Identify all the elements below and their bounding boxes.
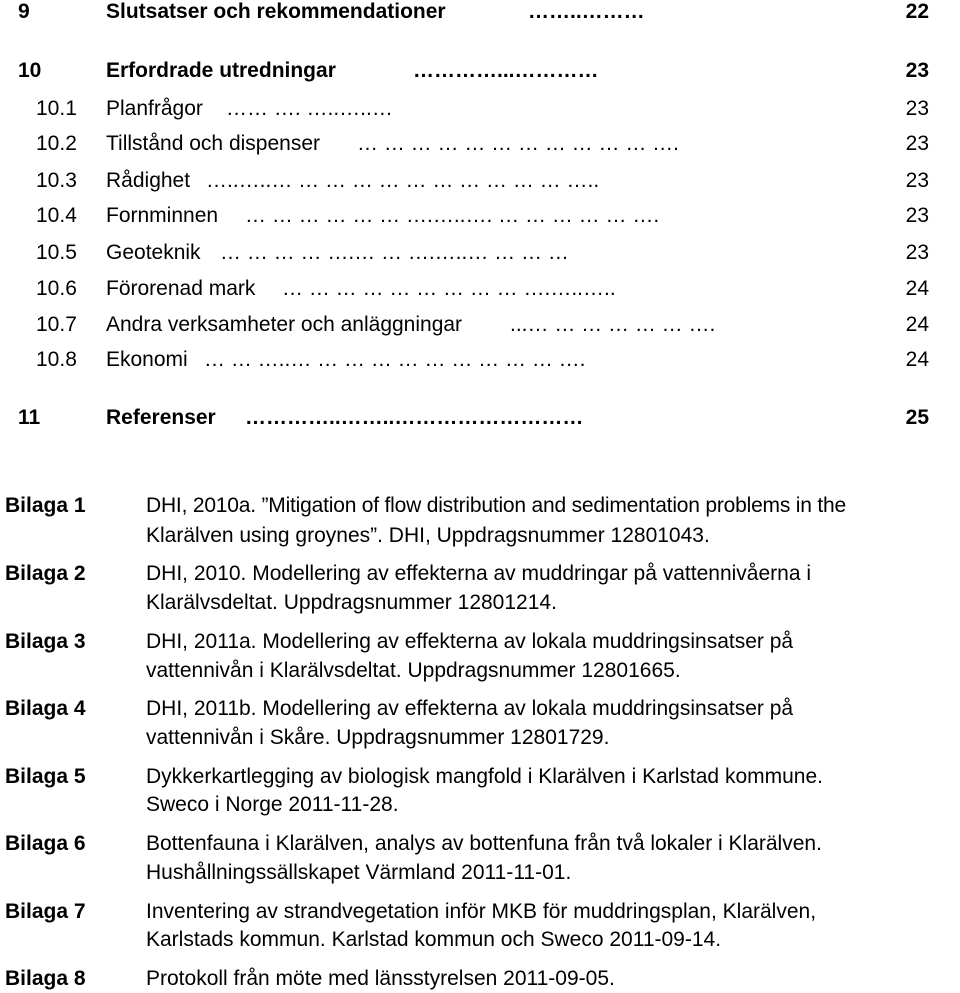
toc-leader: … … … … ….… … ….…..… … … … xyxy=(220,241,569,264)
toc-leader: … … … … … … … … … … … …. xyxy=(357,132,680,155)
toc-title: Tillstånd och dispenser xyxy=(106,132,320,155)
toc-entry-9[interactable] xyxy=(0,0,960,27)
toc-number: 10.3 xyxy=(36,169,77,192)
toc-page: 23 xyxy=(905,204,929,227)
toc-page: 23 xyxy=(905,132,929,155)
toc-leader: …..…..… … … … … … … … … … … ….. xyxy=(206,169,600,192)
toc-title: Andra verksamheter och anläggningar xyxy=(106,313,463,336)
toc-number: 10.6 xyxy=(36,277,77,300)
appendix-line-2: Klarälven using groynes”. DHI, Uppdragsnummer 12801043. xyxy=(146,524,710,547)
toc-entry-10-4[interactable] xyxy=(0,201,960,231)
appendix-line-1: Dykkerkartlegging av biologisk mangfold i Klarälven i Karlstad kommune. xyxy=(146,765,823,788)
appendix-line-2: Karlstads kommun. Karlstad kommun och Sweco 2011-09-14. xyxy=(146,928,722,951)
appendix-label: Bilaga 1 xyxy=(5,494,86,517)
toc-page: 23 xyxy=(905,59,929,82)
appendix-label: Bilaga 7 xyxy=(5,900,86,923)
toc-number: 10.8 xyxy=(36,348,77,371)
appendix-line-1: Protokoll från möte med länsstyrelsen 2011-09-05. xyxy=(146,967,615,990)
toc-title: Geoteknik xyxy=(106,241,201,264)
toc-leader: … … …..… … … … … … … … … … …. xyxy=(204,348,586,371)
toc-leader: …………..……..……………………… xyxy=(245,406,584,429)
appendix-label: Bilaga 8 xyxy=(5,967,86,990)
toc-page: 23 xyxy=(905,97,929,120)
toc-number: 10.7 xyxy=(36,313,77,336)
toc-number: 10.1 xyxy=(36,97,77,120)
toc-leader: …… …. …..…..… xyxy=(226,97,393,120)
toc-title: Slutsatser och rekommendationer xyxy=(106,0,446,23)
toc-page: 23 xyxy=(905,241,929,264)
toc-entry-10-6[interactable] xyxy=(0,274,960,304)
toc-leader: …………...………… xyxy=(413,59,599,82)
toc-number: 10.2 xyxy=(36,132,77,155)
toc-title: Referenser xyxy=(106,406,216,429)
toc-entry-10-8[interactable] xyxy=(0,345,960,375)
toc-page: 24 xyxy=(905,348,929,371)
appendix-label: Bilaga 3 xyxy=(5,630,86,653)
appendix-line-2: Hushållningssällskapet Värmland 2011-11-01. xyxy=(146,861,572,884)
appendix-line-2: vattennivån i Skåre. Uppdragsnummer 12801729. xyxy=(146,726,610,749)
appendix-line-1: DHI, 2010a. ”Mitigation of flow distribution and sedimentation problems in the xyxy=(146,494,846,517)
toc-page: 25 xyxy=(905,406,929,429)
appendix-line-1: DHI, 2010. Modellering av effekterna av muddringar på vattennivåerna i xyxy=(146,562,811,585)
toc-entry-10-3[interactable] xyxy=(0,166,960,196)
appendix-line-2: vattennivån i Klarälvsdeltat. Uppdragsnummer 12801665. xyxy=(146,659,681,682)
appendix-line-1: DHI, 2011a. Modellering av effekterna av lokala muddringsinsatser på xyxy=(146,630,794,653)
toc-leader: … … … … … … … … … ….…..….. xyxy=(282,277,616,300)
toc-title: Rådighet xyxy=(106,169,191,192)
toc-title: Ekonomi xyxy=(106,348,188,371)
toc-title: Fornminnen xyxy=(106,204,219,227)
toc-number: 10 xyxy=(18,59,42,82)
toc-number: 10.5 xyxy=(36,241,77,264)
appendix-label: Bilaga 6 xyxy=(5,832,86,855)
appendix-line-1: Inventering av strandvegetation inför MKB för muddringsplan, Klarälven, xyxy=(146,900,817,923)
toc-page: 23 xyxy=(905,169,929,192)
appendix-line-1: Bottenfauna i Klarälven, analys av bottenfuna från två lokaler i Klarälven. xyxy=(146,832,822,855)
appendix-label: Bilaga 5 xyxy=(5,765,86,788)
toc-entry-10-2[interactable] xyxy=(0,129,960,159)
toc-entry-10-5[interactable] xyxy=(0,238,960,268)
toc-number: 11 xyxy=(18,406,41,429)
toc-page: 24 xyxy=(905,277,929,300)
toc-entry-10-7[interactable] xyxy=(0,310,960,340)
toc-leader: ...… … … … … … …. xyxy=(510,313,716,336)
toc-title: Planfrågor xyxy=(106,97,203,120)
toc-entry-11[interactable] xyxy=(0,403,960,433)
toc-page: 22 xyxy=(905,0,929,23)
appendix-label: Bilaga 4 xyxy=(5,697,86,720)
appendix-line-2: Klarälvsdeltat. Uppdragsnummer 12801214. xyxy=(146,591,557,614)
toc-entry-10[interactable] xyxy=(0,56,960,86)
toc-page: 24 xyxy=(905,313,929,336)
appendix-line-2: Sweco i Norge 2011-11-28. xyxy=(146,793,399,816)
appendix-label: Bilaga 2 xyxy=(5,562,86,585)
toc-leader: … … … … … … ….…..…. … … … … … …. xyxy=(245,204,660,227)
appendix-line-1: DHI, 2011b. Modellering av effekterna av lokala muddringsinsatser på xyxy=(146,697,794,720)
toc-title: Förorenad mark xyxy=(106,277,256,300)
toc-title: Erfordrade utredningar xyxy=(106,59,336,82)
toc-leader: ……..……… xyxy=(528,0,645,23)
toc-entry-10-1[interactable] xyxy=(0,94,960,124)
toc-number: 10.4 xyxy=(36,204,77,227)
toc-number: 9 xyxy=(18,0,30,23)
